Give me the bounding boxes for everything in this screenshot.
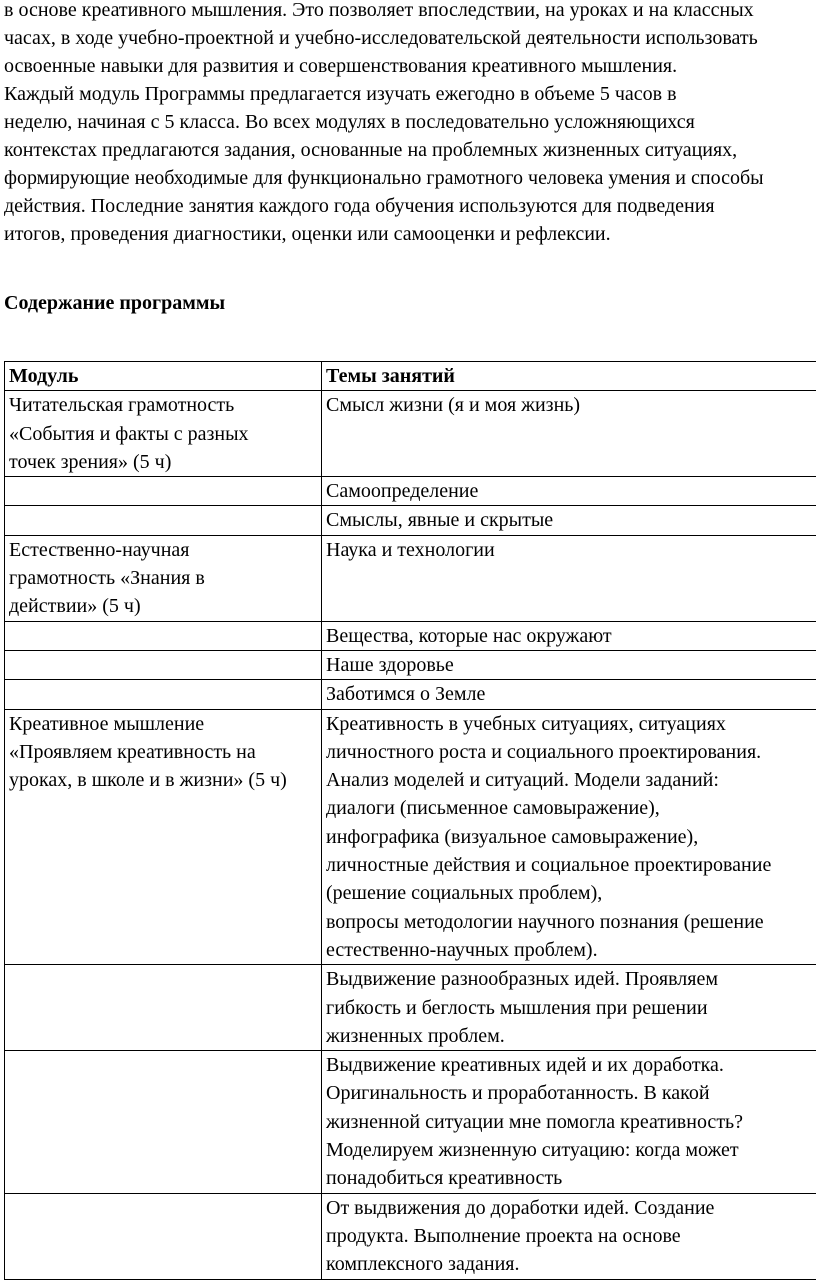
intro-paragraph-1: в основе креативного мышления. Это позволяет впоследствии, на уроках и на классных часах, в ходе учебно-проектной и учебно-исследовательской деятельности использовать освоенные навыки для развития и совершенствования креативного мышления.	[4, 0, 804, 80]
table-row	[5, 506, 816, 535]
header-topics: Темы занятий	[322, 362, 816, 391]
topic-cell: Заботимся о Земле	[322, 680, 816, 709]
module-cell: Читательская грамотность «События и факты с разных точек зрения» (5 ч)	[5, 391, 322, 477]
topic-cell: Смысл жизни (я и моя жизнь)	[322, 391, 816, 477]
topic-cell: Креативность в учебных ситуациях, ситуациях личностного роста и социального проектирования. Анализ моделей и ситуаций. Модели заданий: диалоги (письменное самовыражение), инфографика (визуальное самовыражение), личностные действия и социальное проектирование (решение социальных проблем), вопросы методологии научного познания (решение естественно-научных проблем).	[322, 709, 816, 965]
module-cell	[5, 506, 322, 535]
table-header-row	[5, 362, 816, 391]
topic-cell: Выдвижение разнообразных идей. Проявляем гибкость и беглость мышления при решении жизненных проблем.	[322, 965, 816, 1051]
intro-paragraph-2: Каждый модуль Программы предлагается изучать ежегодно в объеме 5 часов в неделю, начиная с 5 класса. Во всех модулях в последовательно усложняющихся контекстах предлагаются задания, основанные на проблемных жизненных ситуациях, формирующие необходимые для функционально грамотного человека умения и способы действия. Последние занятия каждого года обучения используются для подведения итогов, проведения диагностики, оценки или самооценки и рефлексии.	[4, 80, 804, 249]
program-content-table	[4, 361, 816, 1280]
table-row	[5, 1051, 816, 1193]
module-cell	[5, 650, 322, 679]
module-cell	[5, 477, 322, 506]
table-row	[5, 391, 816, 477]
table-row	[5, 680, 816, 709]
table-row	[5, 1193, 816, 1279]
table-row	[5, 477, 816, 506]
table-row	[5, 965, 816, 1051]
module-cell	[5, 1193, 322, 1279]
module-cell: Креативное мышление «Проявляем креативность на уроках, в школе и в жизни» (5 ч)	[5, 709, 322, 965]
topic-cell: Выдвижение креативных идей и их доработка. Оригинальность и проработанность. В какой жизненной ситуации мне помогла креативность? Моделируем жизненную ситуацию: когда может понадобиться креативность	[322, 1051, 816, 1193]
table-row	[5, 621, 816, 650]
module-cell	[5, 965, 322, 1051]
topic-cell: Смыслы, явные и скрытые	[322, 506, 816, 535]
topic-cell: Вещества, которые нас окружают	[322, 621, 816, 650]
table-row	[5, 709, 816, 965]
topic-cell: Наше здоровье	[322, 650, 816, 679]
module-cell	[5, 1051, 322, 1193]
header-module: Модуль	[5, 362, 322, 391]
module-cell	[5, 680, 322, 709]
topic-cell: От выдвижения до доработки идей. Создание продукта. Выполнение проекта на основе комплексного задания.	[322, 1193, 816, 1279]
table-row	[5, 650, 816, 679]
module-cell	[5, 621, 322, 650]
module-cell: Естественно-научная грамотность «Знания в действии» (5 ч)	[5, 535, 322, 621]
section-heading: Содержание программы	[4, 289, 225, 317]
table-row	[5, 535, 816, 621]
topic-cell: Самоопределение	[322, 477, 816, 506]
topic-cell: Наука и технологии	[322, 535, 816, 621]
